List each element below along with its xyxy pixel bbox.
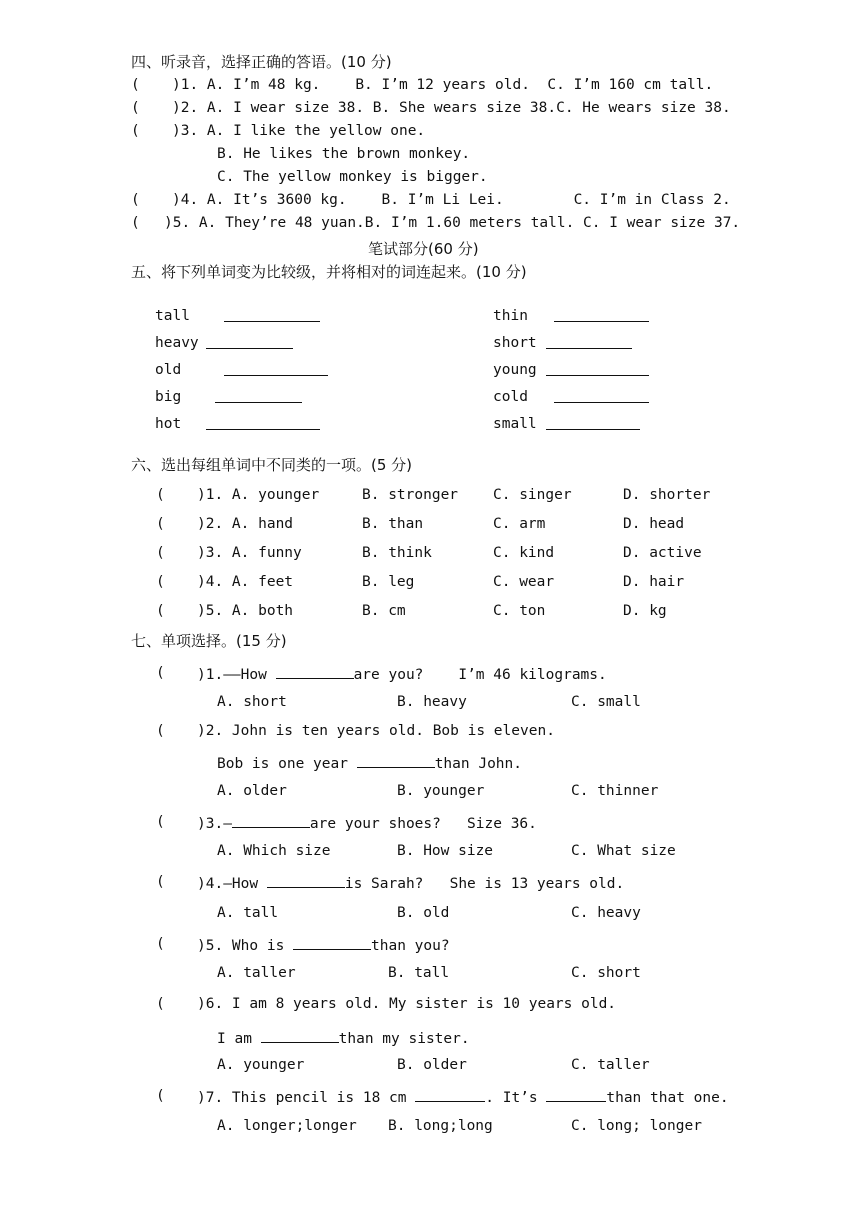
listening-q4: )4. A. It’s 3600 kg. B. I’m Li Lei. C. I’m in Class 2. <box>172 192 731 208</box>
odd-one-q1-c: C. singer <box>493 487 572 503</box>
odd-one-q4-d: D. hair <box>623 574 685 590</box>
choice-q3: )3.— are your shoes? Size 36. <box>197 813 537 833</box>
answer-blank[interactable] <box>267 873 345 888</box>
choice-q1-c: C. small <box>571 694 641 710</box>
section-4-title: 四、听录音，选择正确的答语。(10 分) <box>131 53 392 71</box>
listening-q3: )3. A. I like the yellow one. <box>172 123 426 139</box>
word-left-4: big <box>155 389 182 405</box>
odd-one-q3-c: C. kind <box>493 545 555 561</box>
answer-paren[interactable]: ( <box>156 574 165 590</box>
word-left-2: heavy <box>155 335 199 351</box>
odd-one-q4-b: B. leg <box>362 574 415 590</box>
choice-q2-a: A. older <box>217 783 287 799</box>
answer-paren[interactable]: ( <box>156 936 165 952</box>
listening-q5: )5. A. They’re 48 yuan.B. I’m 1.60 meters tall. C. I wear size 37. <box>164 215 741 231</box>
answer-blank[interactable] <box>224 361 328 376</box>
answer-paren[interactable]: ( <box>156 874 165 890</box>
odd-one-q1-d: D. shorter <box>623 487 711 503</box>
answer-paren[interactable]: ( <box>156 516 165 532</box>
listening-q1: )1. A. I’m 48 kg. B. I’m 12 years old. C. I’m 160 cm tall. <box>172 77 714 93</box>
odd-one-q5-b: B. cm <box>362 603 406 619</box>
answer-blank[interactable] <box>357 753 435 768</box>
word-left-1: tall <box>155 308 190 324</box>
word-left-5: hot <box>155 416 182 432</box>
section-5-title: 五、将下列单词变为比较级，并将相对的词连起来。(10 分) <box>131 263 527 281</box>
answer-blank[interactable] <box>546 334 632 349</box>
choice-q6-sentence: I am than my sister. <box>217 1028 470 1048</box>
answer-blank[interactable] <box>215 388 302 403</box>
choice-q3-a: A. Which size <box>217 843 331 859</box>
answer-paren[interactable]: ( <box>156 723 165 739</box>
answer-paren[interactable]: ( <box>156 996 165 1012</box>
listening-q3-option-b: B. He likes the brown monkey. <box>217 146 471 162</box>
answer-blank[interactable] <box>206 415 320 430</box>
odd-one-q4-c: C. wear <box>493 574 555 590</box>
word-right-1: thin <box>493 308 528 324</box>
choice-q3-c: C. What size <box>571 843 676 859</box>
choice-q7-b: B. long;long <box>388 1118 493 1134</box>
odd-one-q2-d: D. head <box>623 516 685 532</box>
odd-one-q1: )1. A. younger <box>197 487 320 503</box>
odd-one-q3: )3. A. funny <box>197 545 302 561</box>
answer-blank[interactable] <box>546 1087 606 1102</box>
odd-one-q5-d: D. kg <box>623 603 667 619</box>
answer-blank[interactable] <box>276 664 354 679</box>
section-6-title: 六、选出每组单词中不同类的一项。(5 分) <box>131 456 413 474</box>
answer-paren[interactable]: ( <box>156 1088 165 1104</box>
answer-paren[interactable]: ( <box>156 487 165 503</box>
choice-q1: )1.——How are you? I’m 46 kilograms. <box>197 664 607 684</box>
word-right-5: small <box>493 416 537 432</box>
choice-q5-b: B. tall <box>388 965 450 981</box>
word-right-2: short <box>493 335 537 351</box>
choice-q4: )4.—How is Sarah? She is 13 years old. <box>197 873 624 893</box>
written-part-title: 笔试部分(60 分) <box>368 240 479 258</box>
odd-one-q5-c: C. ton <box>493 603 546 619</box>
choice-q1-a: A. short <box>217 694 287 710</box>
odd-one-q2-c: C. arm <box>493 516 546 532</box>
answer-blank[interactable] <box>232 813 310 828</box>
answer-blank[interactable] <box>546 415 640 430</box>
choice-q7-a: A. longer;longer <box>217 1118 357 1134</box>
choice-q4-c: C. heavy <box>571 905 641 921</box>
choice-q4-b: B. old <box>397 905 450 921</box>
odd-one-q4: )4. A. feet <box>197 574 294 590</box>
choice-q6: )6. I am 8 years old. My sister is 10 years old. <box>197 996 617 1012</box>
answer-paren[interactable]: ( <box>131 77 140 93</box>
choice-q6-c: C. taller <box>571 1057 650 1073</box>
answer-paren[interactable]: ( <box>131 215 140 231</box>
choice-q2: )2. John is ten years old. Bob is eleven. <box>197 723 555 739</box>
answer-paren[interactable]: ( <box>156 603 165 619</box>
choice-q5-c: C. short <box>571 965 641 981</box>
section-7-title: 七、单项选择。(15 分) <box>131 632 287 650</box>
answer-paren[interactable]: ( <box>156 545 165 561</box>
choice-q1-b: B. heavy <box>397 694 467 710</box>
choice-q7: )7. This pencil is 18 cm . It’s than that one. <box>197 1087 729 1107</box>
choice-q3-b: B. How size <box>397 843 494 859</box>
answer-paren[interactable]: ( <box>131 192 140 208</box>
choice-q2-b: B. younger <box>397 783 485 799</box>
listening-q2: )2. A. I wear size 38. B. She wears size 38.C. He wears size 38. <box>172 100 731 116</box>
listening-q3-option-c: C. The yellow monkey is bigger. <box>217 169 488 185</box>
answer-blank[interactable] <box>415 1087 485 1102</box>
choice-q4-a: A. tall <box>217 905 279 921</box>
answer-blank[interactable] <box>224 307 320 322</box>
answer-blank[interactable] <box>554 307 649 322</box>
answer-blank[interactable] <box>554 388 649 403</box>
choice-q2-sentence: Bob is one year than John. <box>217 753 522 773</box>
answer-paren[interactable]: ( <box>156 665 165 681</box>
odd-one-q2: )2. A. hand <box>197 516 294 532</box>
odd-one-q3-b: B. think <box>362 545 432 561</box>
answer-blank[interactable] <box>293 935 371 950</box>
answer-paren[interactable]: ( <box>131 100 140 116</box>
choice-q5: )5. Who is than you? <box>197 935 450 955</box>
odd-one-q1-b: B. stronger <box>362 487 459 503</box>
answer-blank[interactable] <box>546 361 649 376</box>
word-left-3: old <box>155 362 182 378</box>
word-right-3: young <box>493 362 537 378</box>
choice-q7-c: C. long; longer <box>571 1118 702 1134</box>
odd-one-q3-d: D. active <box>623 545 702 561</box>
choice-q5-a: A. taller <box>217 965 296 981</box>
choice-q6-b: B. older <box>397 1057 467 1073</box>
odd-one-q5: )5. A. both <box>197 603 294 619</box>
answer-paren[interactable]: ( <box>156 814 165 830</box>
answer-blank[interactable] <box>206 334 293 349</box>
answer-paren[interactable]: ( <box>131 123 140 139</box>
word-right-4: cold <box>493 389 528 405</box>
answer-blank[interactable] <box>261 1028 339 1043</box>
choice-q6-a: A. younger <box>217 1057 305 1073</box>
choice-q2-c: C. thinner <box>571 783 659 799</box>
odd-one-q2-b: B. than <box>362 516 424 532</box>
